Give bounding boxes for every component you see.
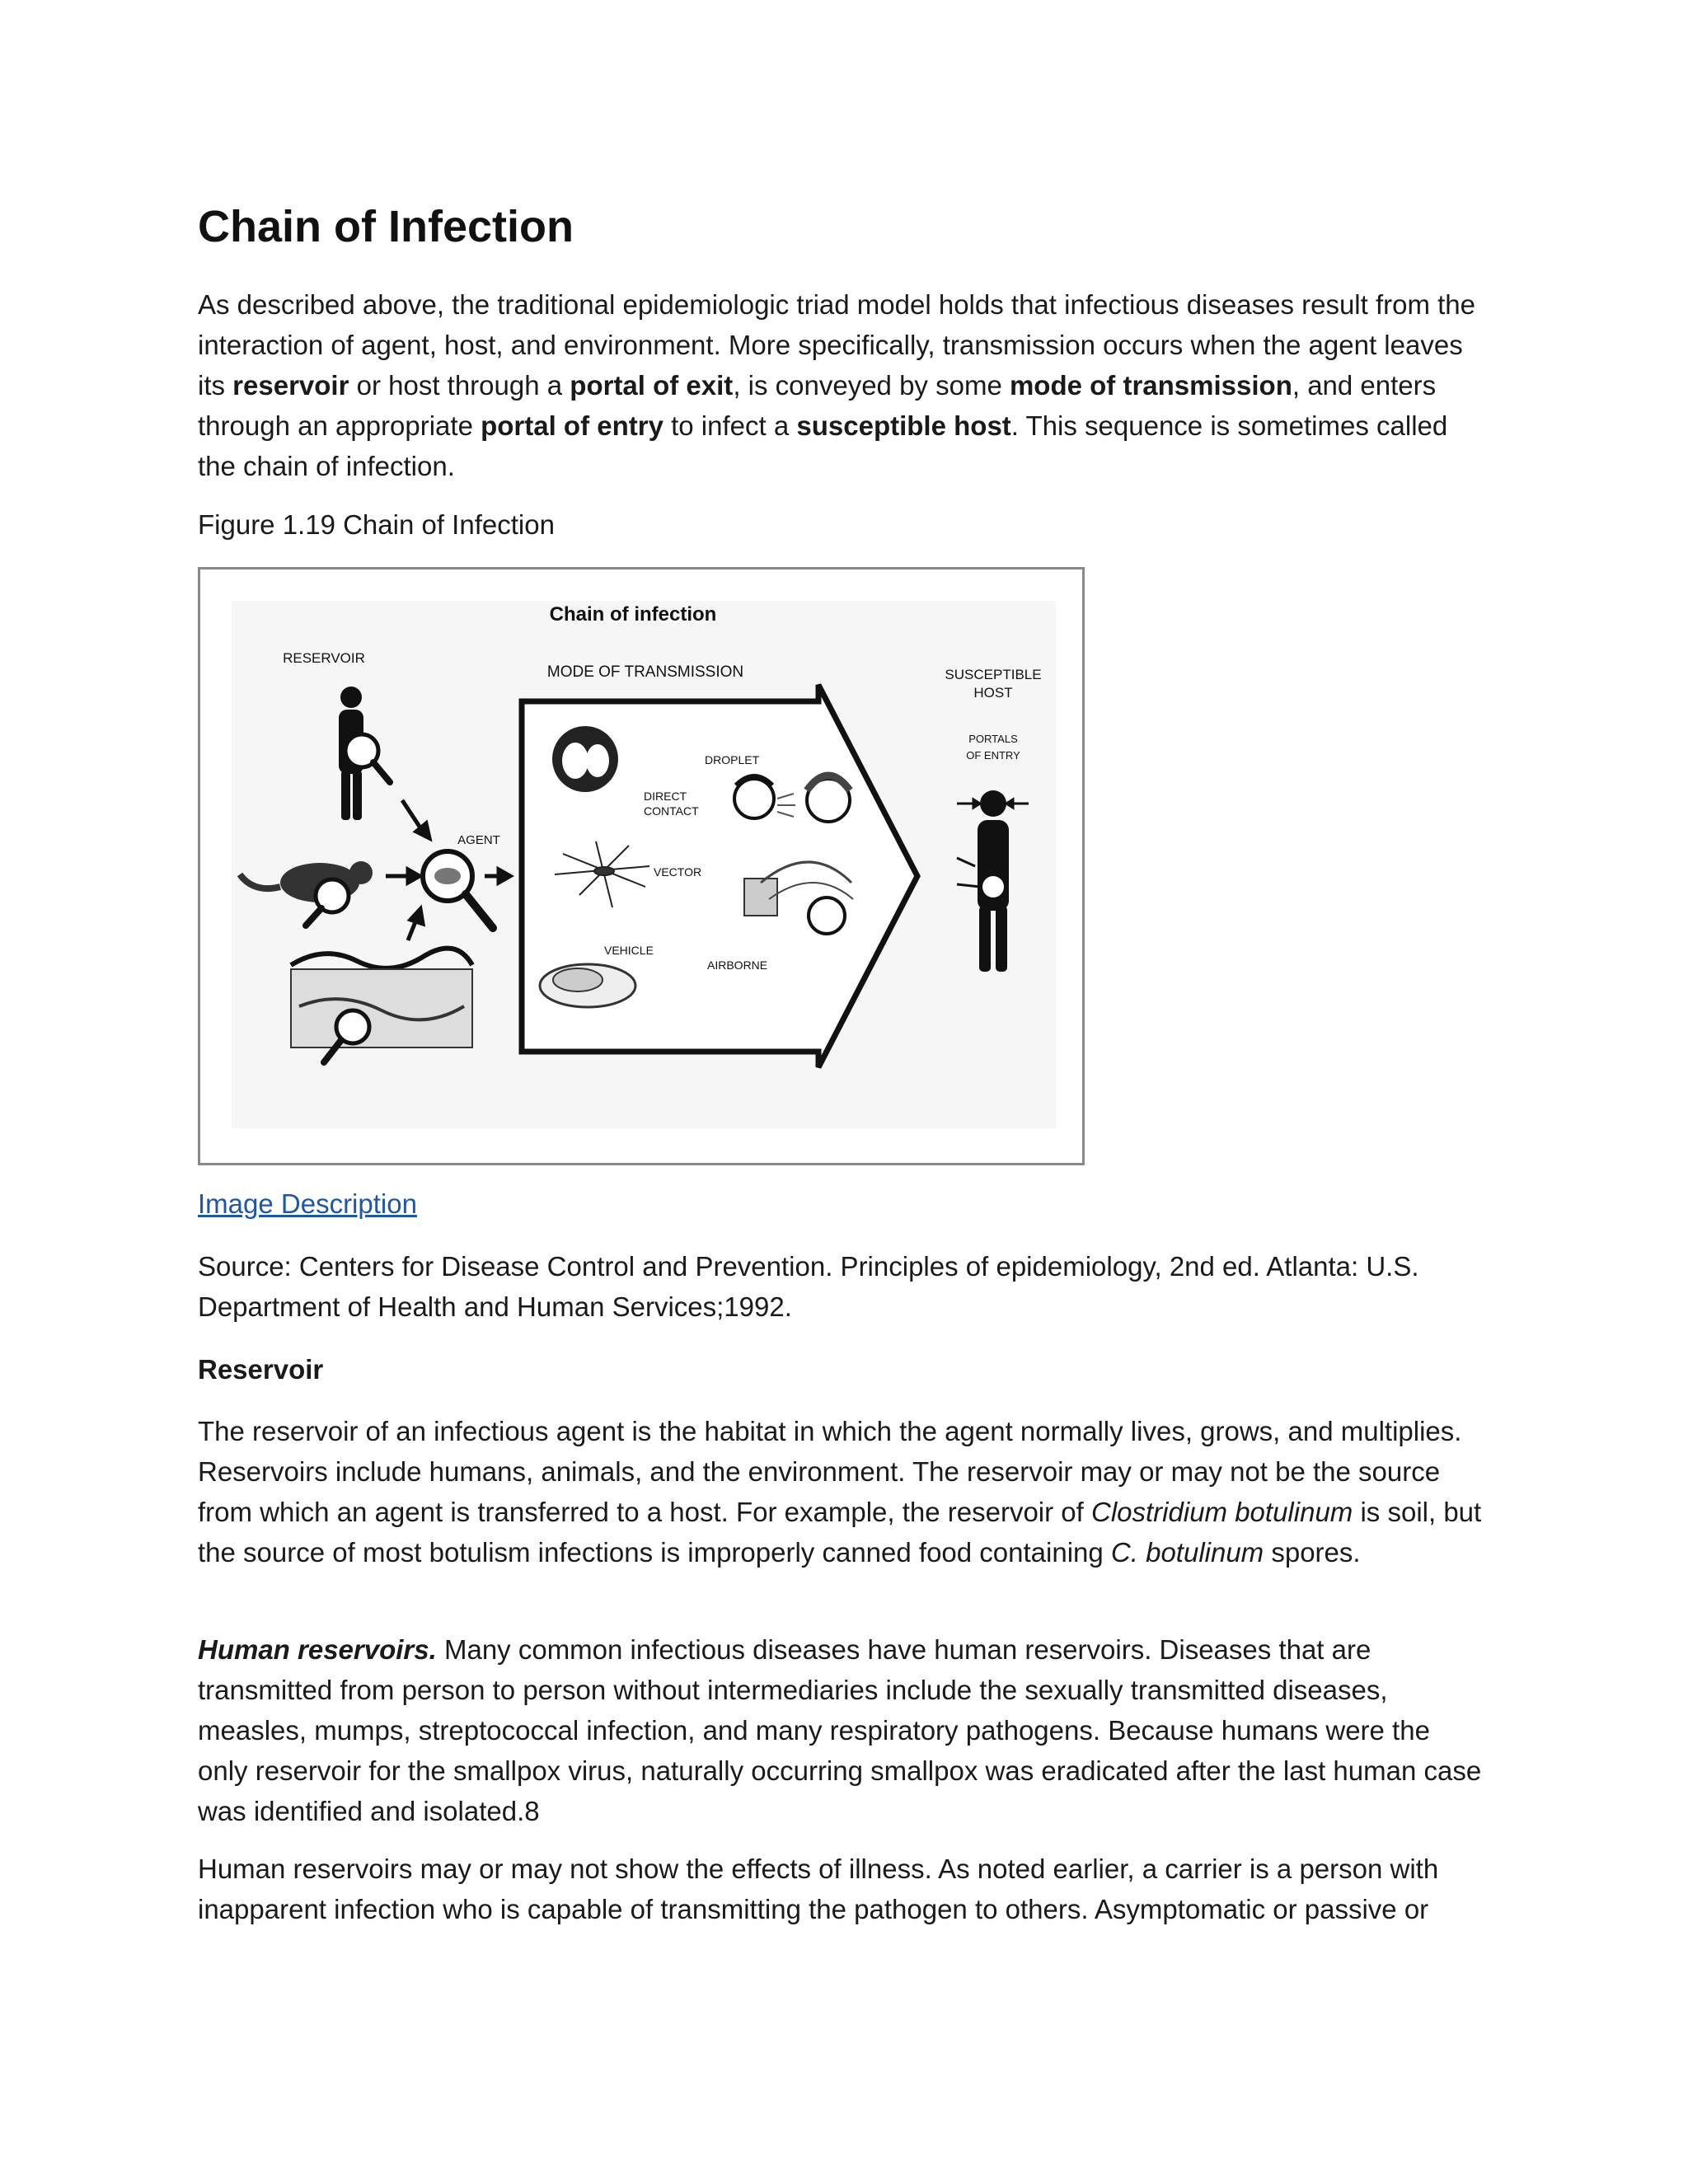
paragraph-text: spores. [1264,1537,1361,1568]
label-reservoir: RESERVOIR [283,650,365,666]
intro-text: . This sequence is sometimes called the chain of infection. [198,410,1448,481]
term-susceptible-host: susceptible host [796,410,1011,441]
carrier-paragraph: Human reservoirs may or may not show the effects of illness. As noted earlier, a carrier is a person with inapparent infection who is capable of transmitting the pathogen to others. Asymptomatic or passive or [198,1854,1439,1924]
label-airborne: AIRBORNE [707,958,768,972]
diagram-title: Chain of infection [549,603,717,626]
page-title: Chain of Infection [198,202,574,251]
subheading-human-reservoirs: Human reservoirs. [198,1634,437,1665]
paragraph-text: The reservoir of an infectious agent is the habitat in which the agent normally lives, grows, and multiplies. Reservoirs include humans, animals, and the environment. The reservoir may or may not be the source from which an agent is transferred to a host. For example, the reservoir of [198,1416,1462,1527]
species-name: C. botulinum [1110,1537,1264,1568]
term-portal-of-entry: portal of entry [481,410,663,441]
intro-text: , is conveyed by some [733,370,1010,401]
term-reservoir: reservoir [232,370,349,401]
term-mode-of-transmission: mode of transmission [1009,370,1292,401]
heading-text: Reservoir [198,1354,324,1385]
reservoir-paragraph [198,1411,1484,1572]
intro-text: to infect a [663,410,797,441]
label-vehicle: VEHICLE [604,944,654,957]
figure-caption: Figure 1.19 Chain of Infection [198,509,555,540]
label-vector: VECTOR [654,865,702,879]
label-agent: AGENT [457,833,500,847]
label-droplet: DROPLET [705,753,760,766]
image-description-paragraph [198,1183,1484,1224]
label-mode-of-transmission: MODE OF TRANSMISSION [546,663,744,681]
human-reservoirs-paragraph [198,1629,1484,1831]
paragraph-text: Many common infectious diseases have human reservoirs. Diseases that are transmitted from person to person without intermediaries include the sexually transmitted diseases, measles, mumps, streptococcal infection, and many respiratory pathogens. Because humans were the only reservoir for the smallpox virus, naturally occurring smallpox was eradicated after the last human case was identified and isolated.8 [198,1634,1482,1826]
chain-of-infection-figure [198,567,1085,1165]
label-susceptible: SUSCEPTIBLE [945,667,1042,682]
direct-contact-image [552,726,618,792]
intro-text: or host through a [349,370,570,401]
intro-paragraph [198,284,1484,486]
label-contact: CONTACT [644,804,699,818]
chain-of-infection-diagram [200,569,1082,1163]
label-portals: PORTALS [968,733,1018,745]
image-description-link[interactable]: Image Description [198,1188,417,1219]
section-heading-reservoir [198,1349,1484,1390]
label-host: HOST [973,685,1013,701]
term-portal-of-exit: portal of exit [570,370,734,401]
intro-text: As described above, the traditional epidemiologic triad model holds that infectious diseases result from the interaction of agent, host, and environment. More specifically, transmission occurs when the agent leaves its [198,289,1476,401]
label-of-entry: OF ENTRY [966,749,1020,762]
label-direct: DIRECT [644,790,687,803]
intro-text: , and enters through an appropriate [198,370,1437,441]
vehicle-food-image [540,964,635,1007]
species-name: Clostridium botulinum [1091,1497,1353,1527]
figure-source: Source: Centers for Disease Control and Prevention. Principles of epidemiology, 2nd ed. Atlanta: U.S. Department of Health and Human Services;1992. [198,1251,1419,1322]
paragraph-text: is soil, but the source of most botulism infections is improperly canned food containing [198,1497,1482,1568]
